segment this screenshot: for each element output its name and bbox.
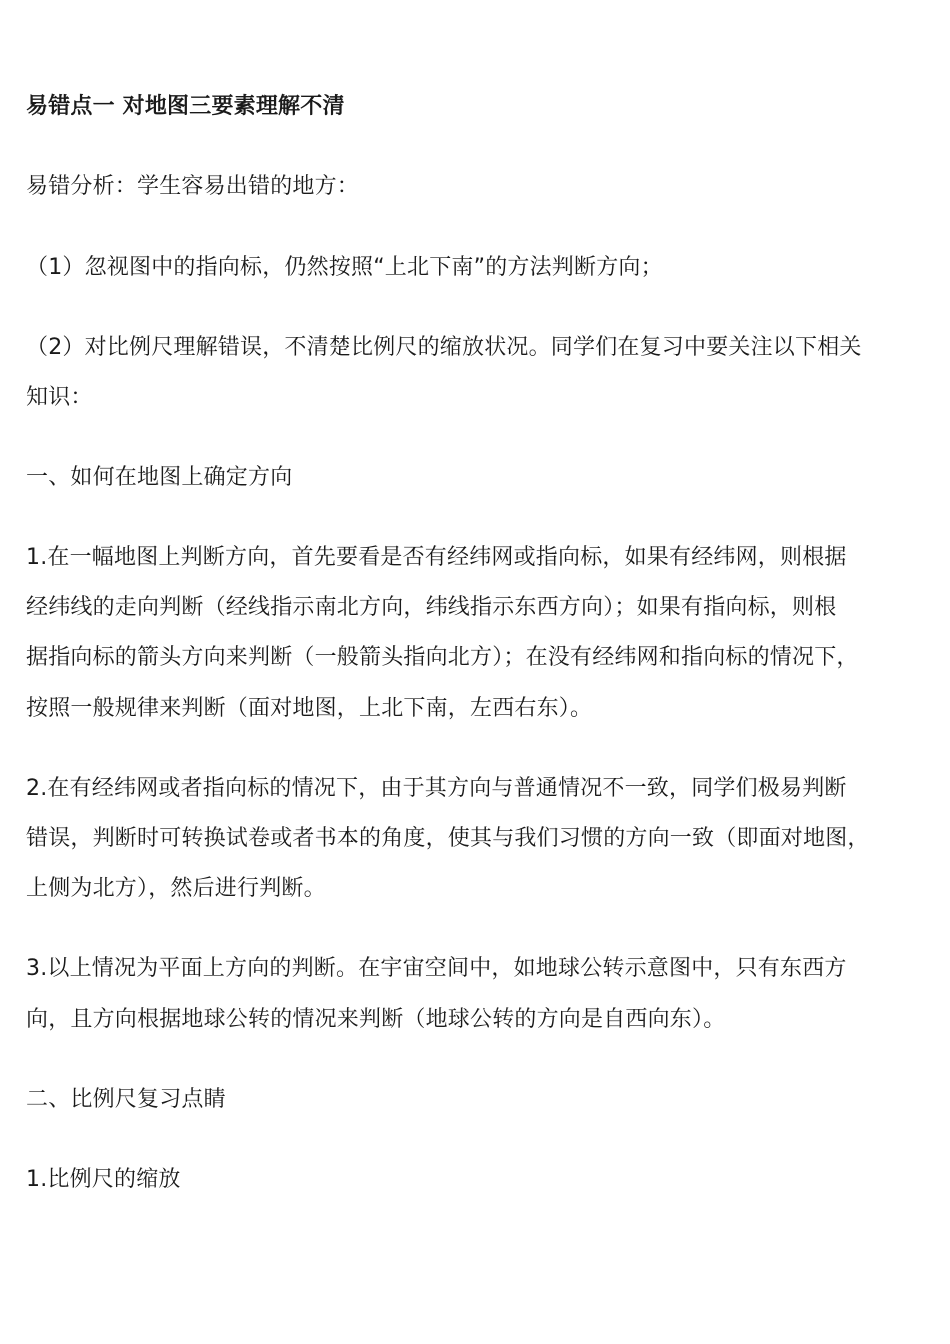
section-2-para-1: 1.比例尺的缩放: [26, 1167, 181, 1192]
section-1-para-1-line-3: 据指向标的箭头方向来判断（一般箭头指向北方）；在没有经纬网和指向标的情况下，: [26, 645, 859, 670]
section-1-para-2-line-3: 上侧为北方），然后进行判断。: [26, 876, 326, 901]
section-1-title: 一、如何在地图上确定方向: [26, 465, 293, 490]
point-2-line-1: （2）对比例尺理解错误，不清楚比例尺的缩放状况。同学们在复习中要关注以下相关: [26, 335, 862, 360]
document-heading: 易错点一 对地图三要素理解不清: [26, 94, 345, 119]
section-1-para-2-line-1: 2.在有经纬网或者指向标的情况下，由于其方向与普通情况不一致，同学们极易判断: [26, 776, 847, 801]
section-1-para-3-line-1: 3.以上情况为平面上方向的判断。在宇宙空间中，如地球公转示意图中，只有东西方: [26, 956, 847, 981]
section-1-para-3-line-2: 向，且方向根据地球公转的情况来判断（地球公转的方向是自西向东）。: [26, 1007, 726, 1032]
analysis-intro: 易错分析：学生容易出错的地方：: [26, 174, 360, 199]
section-1-para-1-line-1: 1.在一幅地图上判断方向，首先要看是否有经纬网或指向标，如果有经纬网，则根据: [26, 545, 847, 570]
section-1-para-1-line-2: 经纬线的走向判断（经线指示南北方向，纬线指示东西方向）；如果有指向标，则根: [26, 595, 837, 620]
point-2-line-2: 知识：: [26, 385, 93, 410]
section-1-para-1-line-4: 按照一般规律来判断（面对地图，上北下南，左西右东）。: [26, 696, 593, 721]
section-2-title: 二、比例尺复习点睛: [26, 1087, 226, 1112]
section-1-para-2-line-2: 错误，判断时可转换试卷或者书本的角度，使其与我们习惯的方向一致（即面对地图，: [26, 826, 870, 851]
point-1: （1）忽视图中的指向标，仍然按照“上北下南”的方法判断方向；: [26, 255, 663, 280]
